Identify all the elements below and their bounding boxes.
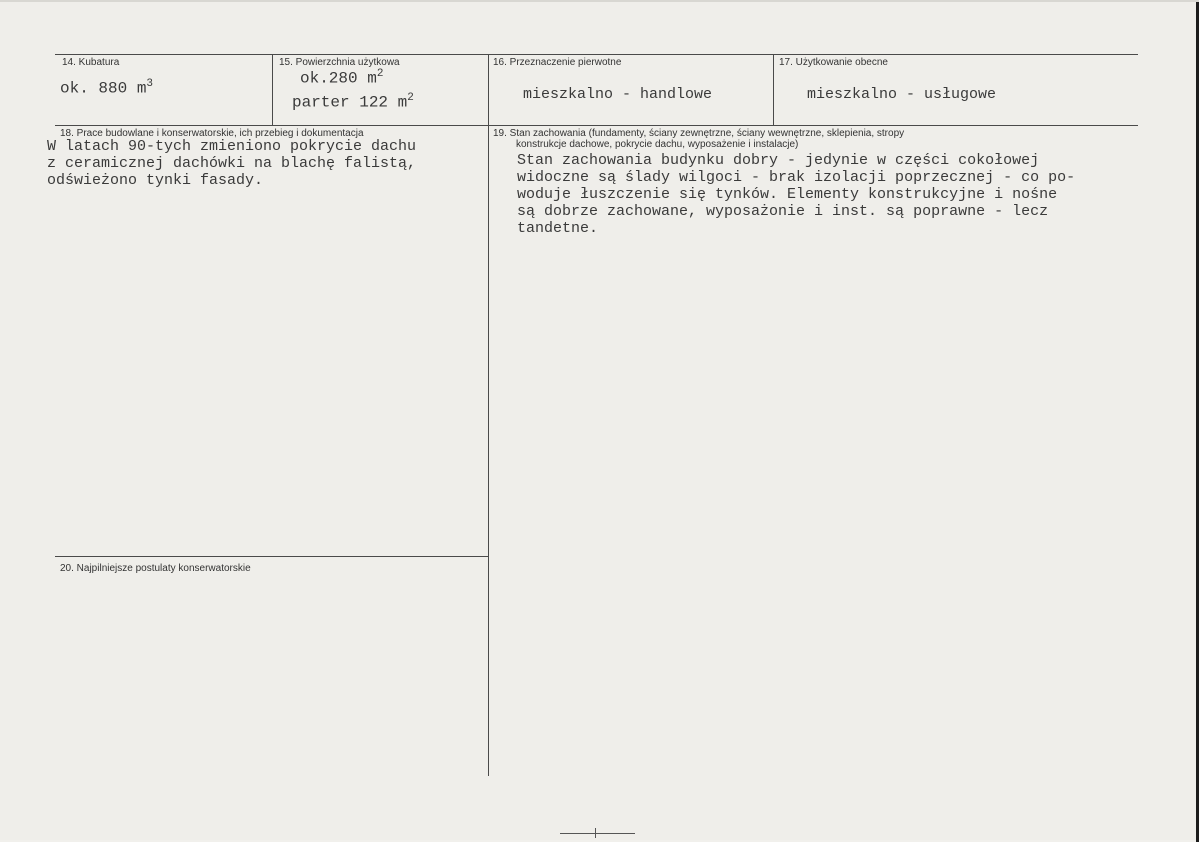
field-15-value-line2 (292, 92, 414, 111)
field-19-line: woduje łuszczenie się tynków. Elementy konstrukcyjne i nośne (517, 186, 1058, 203)
field-14-value-text: ok. 880 m (60, 79, 147, 98)
field-19-text (517, 152, 1075, 237)
field-14-value (60, 78, 153, 97)
field-19-label-line2: konstrukcje dachowe, pokrycie dachu, wyposażenie i instalacje) (516, 139, 799, 150)
field-19-line: są dobrze zachowane, wyposażonie i inst. są poprawne - lecz (517, 203, 1049, 220)
field-14-unit-exponent: 3 (146, 78, 154, 90)
field-17-label: 17. Użytkowanie obecne (779, 57, 888, 68)
field-15-label: 15. Powierzchnia użytkowa (279, 57, 400, 68)
field-16-value: mieszkalno - handlowe (523, 86, 713, 103)
field-15-value-line1 (300, 68, 383, 87)
field-19-label-line1: 19. Stan zachowania (fundamenty, ściany zewnętrzne, ściany wewnętrzne, sklepienia, stropy (493, 128, 905, 139)
divider-main (488, 54, 489, 776)
top-rule (55, 54, 1138, 55)
divider-14-15 (272, 54, 273, 125)
field-18-line: z ceramicznej dachówki na blachę falistą, (47, 155, 417, 172)
field-15-line2-exponent: 2 (407, 92, 414, 104)
bottom-fold-mark (560, 833, 635, 834)
field-18-line: odświeżono tynki fasady. (47, 172, 264, 189)
field-19-line: widoczne są ślady wilgoci - brak izolacji poprzecznej - co po- (517, 169, 1076, 186)
field-18-text (47, 138, 416, 189)
field-15-line1-text: ok.280 m (300, 69, 377, 88)
field-19-line: tandetne. (517, 220, 599, 237)
field-15-line2-text: parter 122 m (292, 93, 408, 112)
section20-top-rule (55, 556, 489, 557)
bottom-center-tick (595, 828, 596, 838)
field-18-line: W latach 90-tych zmieniono pokrycie dachu (47, 138, 417, 155)
field-14-label: 14. Kubatura (62, 57, 120, 68)
row1-bottom-rule (55, 125, 1138, 126)
field-16-label: 16. Przeznaczenie pierwotne (493, 57, 622, 68)
field-19-line: Stan zachowania budynku dobry - jedynie w części cokołowej (517, 152, 1040, 169)
field-18-label: 18. Prace budowlane i konserwatorskie, ich przebieg i dokumentacja (60, 128, 364, 139)
divider-16-17 (773, 54, 774, 125)
field-20-label: 20. Najpilniejsze postulaty konserwatorskie (60, 563, 251, 574)
field-17-value: mieszkalno - usługowe (807, 86, 997, 103)
field-15-line1-exponent: 2 (376, 68, 384, 80)
